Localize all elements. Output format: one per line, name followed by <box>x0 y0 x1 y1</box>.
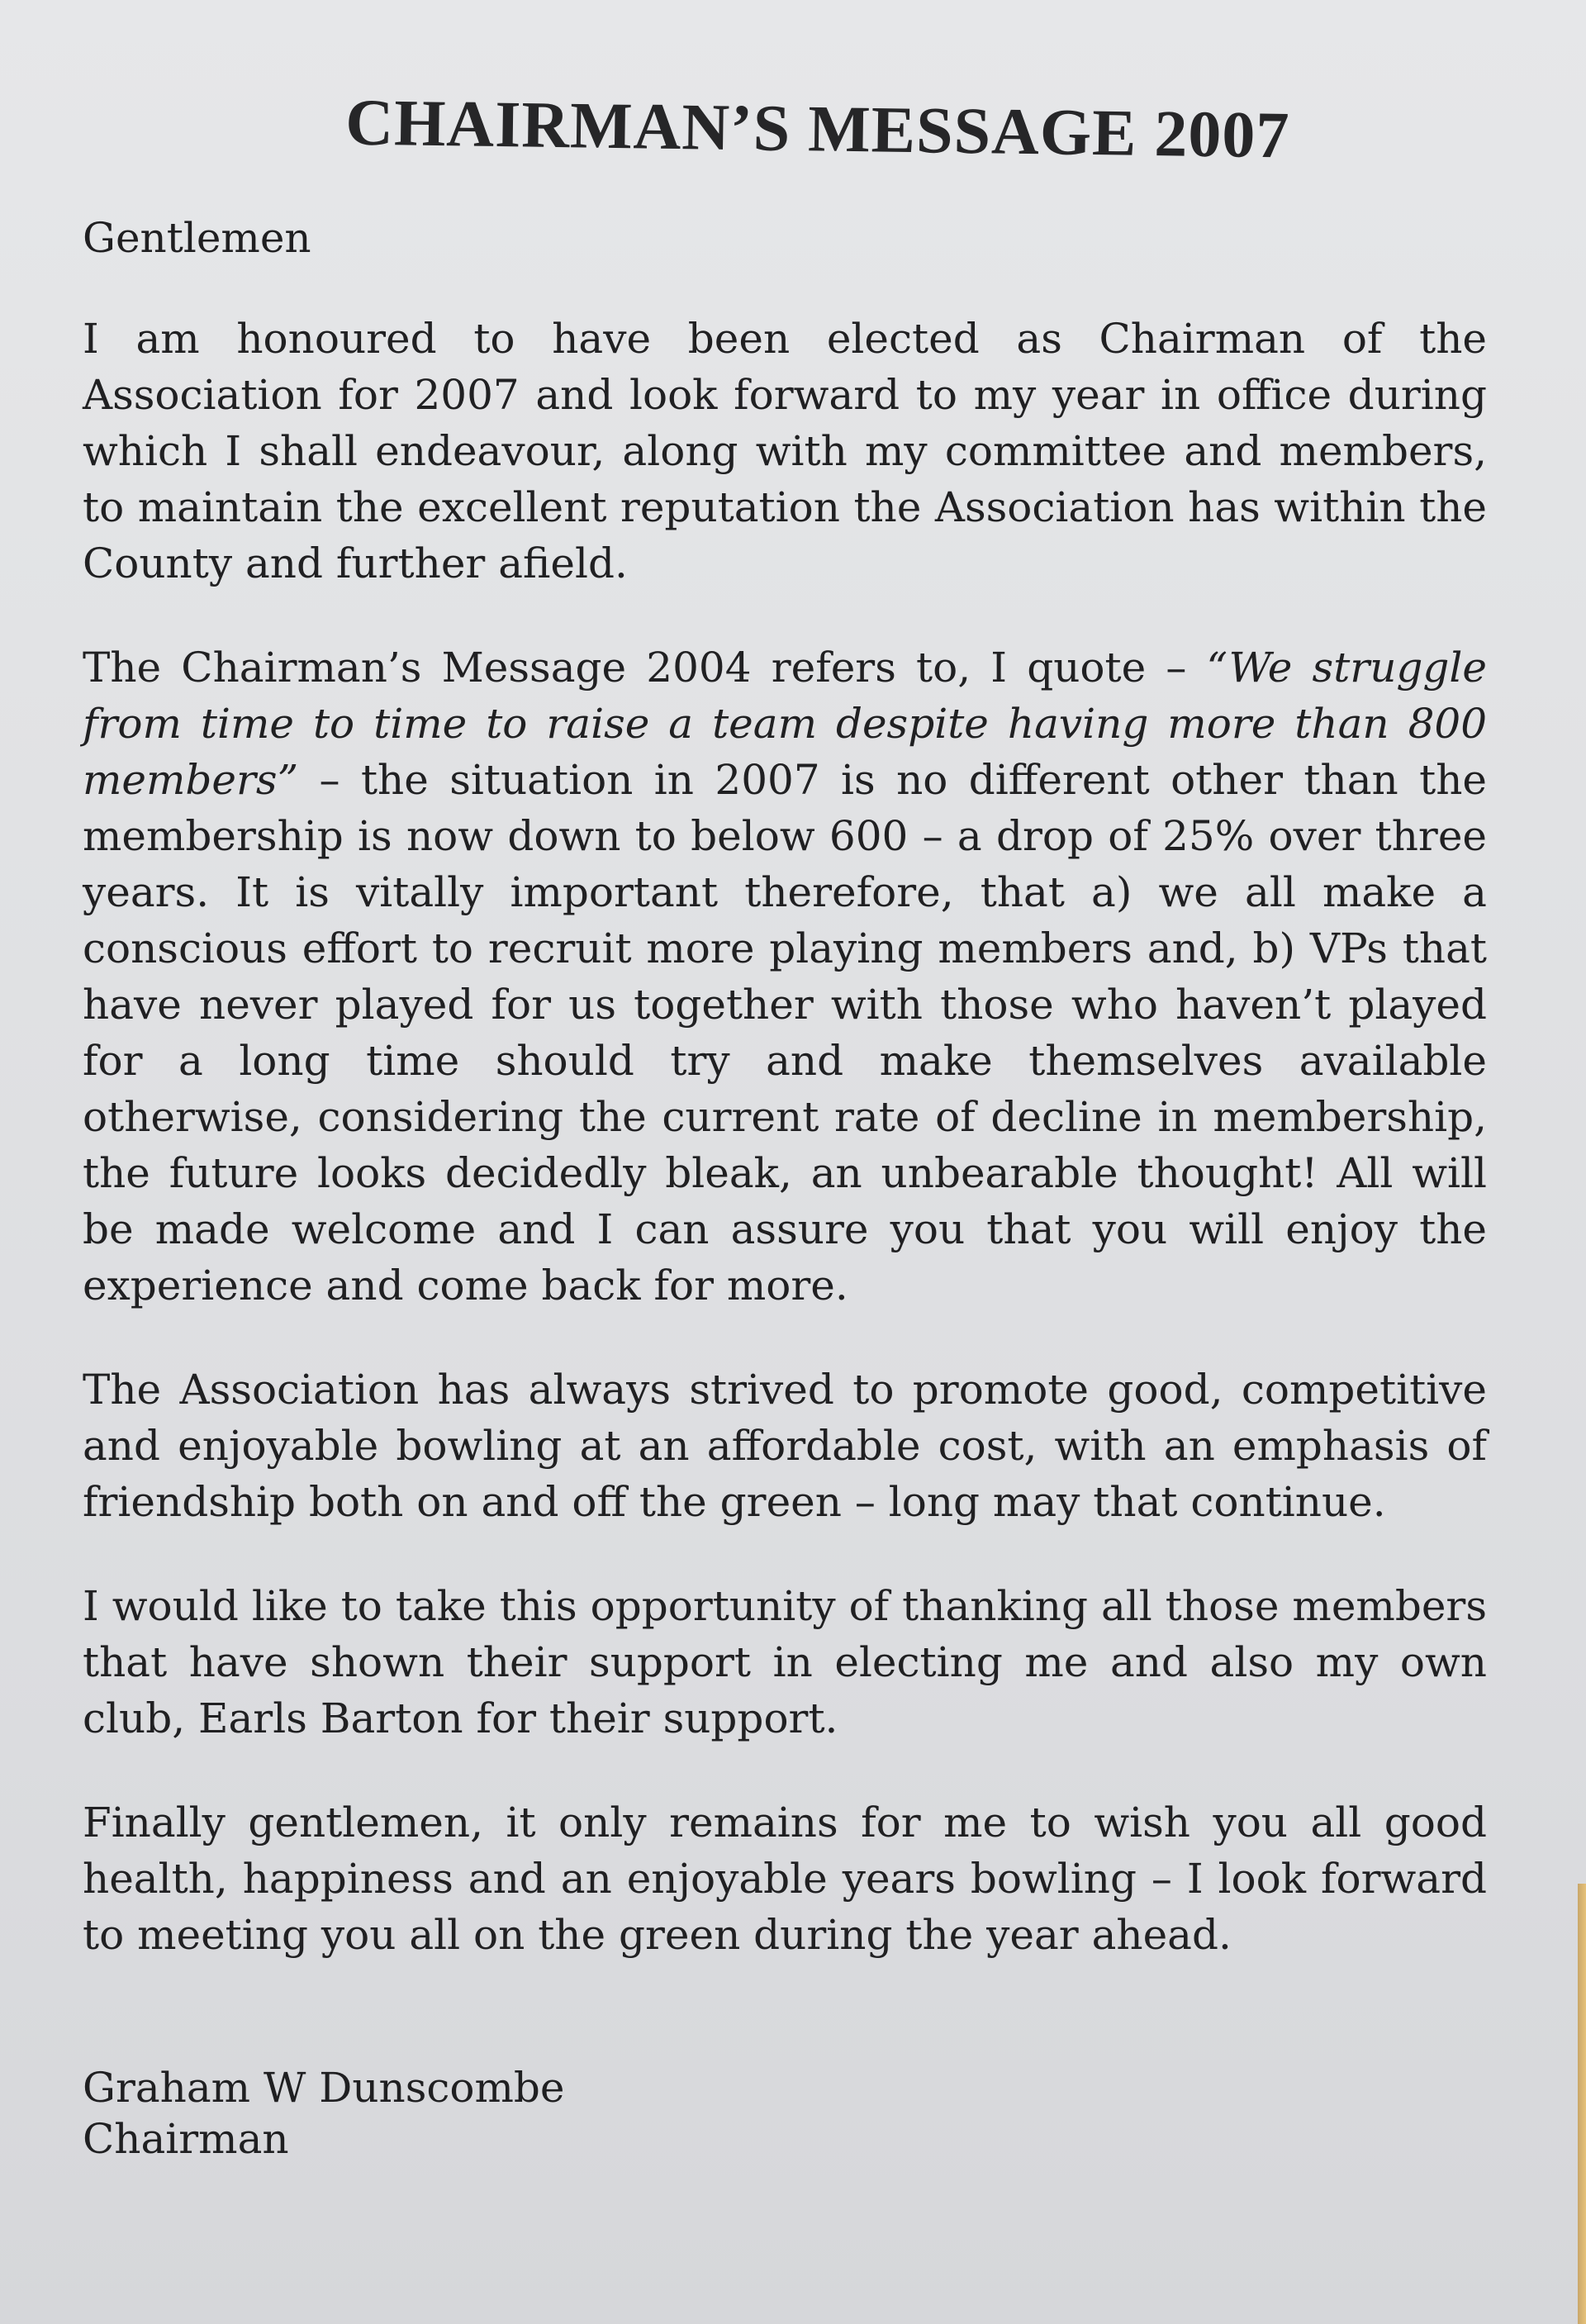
paragraph-3: The Association has always strived to promote good, competitive and enjoyable bowling at an affordable cost, with an emphasis of friendship both on and off the green – long may that continue. <box>83 1366 1487 1526</box>
page-edge-strip <box>1578 1884 1586 2324</box>
paragraph-2-rest: – the situation in 2007 is no different other than the membership is now down to below 600 – a drop of 25% over three years. It is vitally important therefore, that a) we all make a conscious effort to recruit more playing members and, b) VPs that have never played for us together with those who haven’t played for a long time should try and make themselves available otherwise, considering the current rate of decline in membership, the future looks decidedly bleak, an unbearable thought! All will be made welcome and I can assure you that you will enjoy the experience and come back for more. <box>83 756 1487 1309</box>
document-title: CHAIRMAN’S MESSAGE 2007 <box>344 86 1291 173</box>
signature-block <box>83 2062 1487 2165</box>
paragraph-4: I would like to take this opportunity of thanking all those members that have shown their support in electing me and also my own club, Earls Barton for their support. <box>83 1582 1487 1742</box>
signature-role: Chairman <box>83 2115 289 2163</box>
salutation: Gentlemen <box>83 214 311 262</box>
quoted-text: “We struggle from time to time to raise a team despite having more than 800 members” <box>83 644 1488 804</box>
paragraph-2 <box>83 639 1487 1314</box>
signature-name: Graham W Dunscombe <box>83 2064 565 2112</box>
letter-body <box>83 83 1487 2165</box>
paragraph-2-intro: The Chairman’s Message 2004 refers to, I quote – <box>83 644 1207 691</box>
paragraph-5: Finally gentlemen, it only remains for me to wish you all good health, happiness and an enjoyable years bowling – I look forward to meeting you all on the green during the year ahead. <box>83 1799 1487 1959</box>
paragraph-1: I am honoured to have been elected as Chairman of the Association for 2007 and look forward to my year in office during which I shall endeavour, along with my committee and members, to maintain the excellent reputation the Association has within the County and further afield. <box>83 315 1487 587</box>
